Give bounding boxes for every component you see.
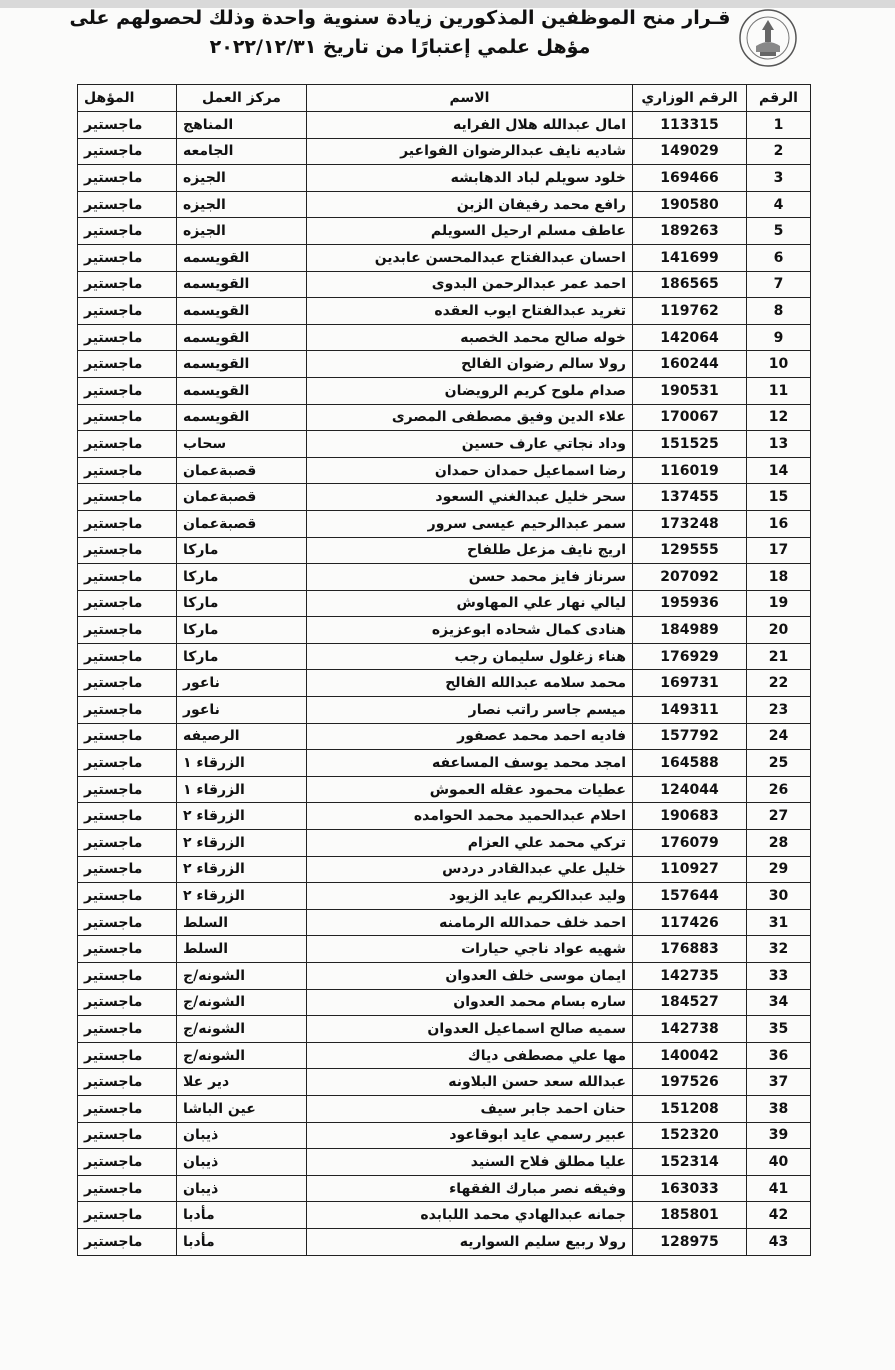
row-ministry-id: 157644 (633, 883, 747, 910)
row-qualification: ماجستير (78, 457, 177, 484)
row-ministry-id: 157792 (633, 723, 747, 750)
row-work-center: الرصيفه (177, 723, 307, 750)
row-name: رولا سالم رضوان الفالح (307, 351, 633, 378)
row-ministry-id: 142738 (633, 1016, 747, 1043)
row-name: سمر عبدالرحيم عيسى سرور (307, 510, 633, 537)
row-name: مها علي مصطفى دياك (307, 1042, 633, 1069)
table-row (78, 324, 811, 351)
row-work-center: الشونه/ج (177, 1042, 307, 1069)
row-qualification: ماجستير (78, 1069, 177, 1096)
row-work-center: قصبةعمان (177, 484, 307, 511)
table-row (78, 1095, 811, 1122)
row-number: 27 (747, 803, 811, 830)
table-row (78, 1202, 811, 1229)
row-ministry-id: 140042 (633, 1042, 747, 1069)
row-name: رضا اسماعيل حمدان حمدان (307, 457, 633, 484)
table-row (78, 883, 811, 910)
row-qualification: ماجستير (78, 830, 177, 857)
row-name: شهيه عواد ناجي حيارات (307, 936, 633, 963)
row-qualification: ماجستير (78, 750, 177, 777)
row-number: 1 (747, 112, 811, 139)
row-qualification: ماجستير (78, 883, 177, 910)
row-name: ليالي نهار علي المهاوش (307, 590, 633, 617)
row-work-center: الجيزه (177, 165, 307, 192)
row-work-center: القويسمه (177, 404, 307, 431)
row-number: 33 (747, 963, 811, 990)
table-row (78, 670, 811, 697)
row-work-center: ماركا (177, 643, 307, 670)
row-qualification: ماجستير (78, 112, 177, 139)
row-name: خلود سويلم لباد الدهابشه (307, 165, 633, 192)
row-work-center: الجيزه (177, 218, 307, 245)
table-row (78, 431, 811, 458)
table-row (78, 1149, 811, 1176)
row-work-center: القويسمه (177, 324, 307, 351)
row-name: علاء الدين وفيق مصطفى المصرى (307, 404, 633, 431)
row-qualification: ماجستير (78, 697, 177, 724)
row-ministry-id: 128975 (633, 1228, 747, 1255)
row-number: 10 (747, 351, 811, 378)
row-name: ميسم جاسر راتب نصار (307, 697, 633, 724)
row-number: 31 (747, 909, 811, 936)
row-ministry-id: 110927 (633, 856, 747, 883)
row-work-center: السلط (177, 909, 307, 936)
row-work-center: عين الباشا (177, 1095, 307, 1122)
row-work-center: القويسمه (177, 377, 307, 404)
row-number: 16 (747, 510, 811, 537)
row-qualification: ماجستير (78, 1042, 177, 1069)
row-number: 12 (747, 404, 811, 431)
row-name: عطيات محمود عقله العموش (307, 776, 633, 803)
row-name: احلام عبدالحميد محمد الحوامده (307, 803, 633, 830)
row-number: 37 (747, 1069, 811, 1096)
row-name: عبدالله سعد حسن البلاونه (307, 1069, 633, 1096)
row-work-center: ناعور (177, 697, 307, 724)
row-ministry-id: 185801 (633, 1202, 747, 1229)
row-name: حنان احمد جابر سيف (307, 1095, 633, 1122)
row-work-center: ذيبان (177, 1149, 307, 1176)
row-name: جمانه عبدالهادي محمد اللبابده (307, 1202, 633, 1229)
row-number: 34 (747, 989, 811, 1016)
row-work-center: السلط (177, 936, 307, 963)
row-number: 35 (747, 1016, 811, 1043)
row-number: 21 (747, 643, 811, 670)
row-ministry-id: 190580 (633, 191, 747, 218)
table-row (78, 564, 811, 591)
row-number: 13 (747, 431, 811, 458)
row-work-center: دير علا (177, 1069, 307, 1096)
row-name: ايمان موسى خلف العدوان (307, 963, 633, 990)
row-qualification: ماجستير (78, 1175, 177, 1202)
row-work-center: الجيزه (177, 191, 307, 218)
row-number: 20 (747, 617, 811, 644)
table-row (78, 617, 811, 644)
table-header-row (78, 85, 811, 112)
row-number: 38 (747, 1095, 811, 1122)
table-row (78, 989, 811, 1016)
table-row (78, 244, 811, 271)
row-number: 41 (747, 1175, 811, 1202)
row-ministry-id: 163033 (633, 1175, 747, 1202)
table-row (78, 750, 811, 777)
row-qualification: ماجستير (78, 191, 177, 218)
row-qualification: ماجستير (78, 510, 177, 537)
row-ministry-id: 142735 (633, 963, 747, 990)
row-work-center: الزرقاء ١ (177, 776, 307, 803)
row-name: شاديه نايف عبدالرضوان الفواعير (307, 138, 633, 165)
row-qualification: ماجستير (78, 803, 177, 830)
table-row (78, 138, 811, 165)
row-qualification: ماجستير (78, 617, 177, 644)
row-number: 17 (747, 537, 811, 564)
row-qualification: ماجستير (78, 298, 177, 325)
row-ministry-id: 124044 (633, 776, 747, 803)
row-qualification: ماجستير (78, 590, 177, 617)
table-row (78, 803, 811, 830)
row-ministry-id: 207092 (633, 564, 747, 591)
row-number: 32 (747, 936, 811, 963)
row-qualification: ماجستير (78, 936, 177, 963)
row-name: فاديه احمد محمد عصفور (307, 723, 633, 750)
table-row (78, 298, 811, 325)
row-ministry-id: 176079 (633, 830, 747, 857)
row-number: 2 (747, 138, 811, 165)
row-ministry-id: 169731 (633, 670, 747, 697)
row-name: تغريد عبدالفتاح ايوب العقده (307, 298, 633, 325)
row-work-center: القويسمه (177, 351, 307, 378)
row-qualification: ماجستير (78, 723, 177, 750)
row-ministry-id: 190683 (633, 803, 747, 830)
row-ministry-id: 129555 (633, 537, 747, 564)
table-row (78, 537, 811, 564)
row-qualification: ماجستير (78, 218, 177, 245)
table-row (78, 112, 811, 139)
row-ministry-id: 176883 (633, 936, 747, 963)
row-work-center: ذيبان (177, 1122, 307, 1149)
row-work-center: ماركا (177, 564, 307, 591)
ministry-emblem-icon (738, 8, 798, 68)
table-row (78, 1175, 811, 1202)
row-work-center: مأدبا (177, 1202, 307, 1229)
row-qualification: ماجستير (78, 165, 177, 192)
row-number: 26 (747, 776, 811, 803)
row-qualification: ماجستير (78, 271, 177, 298)
row-qualification: ماجستير (78, 404, 177, 431)
row-ministry-id: 160244 (633, 351, 747, 378)
table-row (78, 457, 811, 484)
row-number: 4 (747, 191, 811, 218)
row-work-center: سحاب (177, 431, 307, 458)
row-qualification: ماجستير (78, 776, 177, 803)
header-ministry-id: الرقم الوزاري (633, 85, 747, 112)
row-ministry-id: 186565 (633, 271, 747, 298)
row-number: 25 (747, 750, 811, 777)
row-name: اريج نايف مزعل طلفاح (307, 537, 633, 564)
row-work-center: القويسمه (177, 244, 307, 271)
table-row (78, 218, 811, 245)
table-row (78, 271, 811, 298)
row-name: عبير رسمي عايد ابوقاعود (307, 1122, 633, 1149)
row-ministry-id: 116019 (633, 457, 747, 484)
row-ministry-id: 189263 (633, 218, 747, 245)
row-work-center: الشونه/ج (177, 963, 307, 990)
row-number: 9 (747, 324, 811, 351)
row-qualification: ماجستير (78, 856, 177, 883)
row-ministry-id: 141699 (633, 244, 747, 271)
header-name: الاسم (307, 85, 633, 112)
row-ministry-id: 170067 (633, 404, 747, 431)
employees-table (77, 84, 811, 1256)
row-qualification: ماجستير (78, 1149, 177, 1176)
row-name: احسان عبدالفتاح عبدالمحسن عابدين (307, 244, 633, 271)
row-number: 43 (747, 1228, 811, 1255)
row-work-center: القويسمه (177, 298, 307, 325)
row-qualification: ماجستير (78, 963, 177, 990)
row-name: امال عبدالله هلال الفرايه (307, 112, 633, 139)
table-row (78, 1042, 811, 1069)
row-number: 22 (747, 670, 811, 697)
row-number: 42 (747, 1202, 811, 1229)
row-qualification: ماجستير (78, 1016, 177, 1043)
row-name: احمد عمر عبدالرحمن البدوى (307, 271, 633, 298)
row-ministry-id: 142064 (633, 324, 747, 351)
row-name: هناء زغلول سليمان رجب (307, 643, 633, 670)
row-work-center: الشونه/ج (177, 1016, 307, 1043)
row-number: 15 (747, 484, 811, 511)
row-qualification: ماجستير (78, 351, 177, 378)
row-qualification: ماجستير (78, 377, 177, 404)
table-row (78, 1069, 811, 1096)
row-name: عليا مطلق فلاح السنيد (307, 1149, 633, 1176)
row-work-center: ناعور (177, 670, 307, 697)
table-row (78, 590, 811, 617)
row-number: 29 (747, 856, 811, 883)
row-name: سحر خليل عبدالغني السعود (307, 484, 633, 511)
row-work-center: الزرقاء ٢ (177, 856, 307, 883)
row-ministry-id: 152320 (633, 1122, 747, 1149)
row-number: 18 (747, 564, 811, 591)
table-row (78, 484, 811, 511)
header-line-2: مؤهل علمي إعتبارًا من تاريخ ٢٠٢٢/١٢/٣١ (209, 36, 591, 58)
row-ministry-id: 152314 (633, 1149, 747, 1176)
row-ministry-id: 164588 (633, 750, 747, 777)
row-ministry-id: 151208 (633, 1095, 747, 1122)
row-work-center: ماركا (177, 590, 307, 617)
row-qualification: ماجستير (78, 138, 177, 165)
table-row (78, 723, 811, 750)
row-ministry-id: 113315 (633, 112, 747, 139)
row-name: احمد خلف حمدالله الرمامنه (307, 909, 633, 936)
row-number: 36 (747, 1042, 811, 1069)
row-number: 39 (747, 1122, 811, 1149)
header-qualification: المؤهل (78, 85, 177, 112)
row-ministry-id: 184989 (633, 617, 747, 644)
row-ministry-id: 190531 (633, 377, 747, 404)
table-row (78, 936, 811, 963)
row-qualification: ماجستير (78, 324, 177, 351)
row-work-center: الجامعه (177, 138, 307, 165)
row-work-center: الشونه/ج (177, 989, 307, 1016)
row-qualification: ماجستير (78, 431, 177, 458)
table-row (78, 856, 811, 883)
row-number: 6 (747, 244, 811, 271)
table-row (78, 1228, 811, 1255)
table-row (78, 510, 811, 537)
row-ministry-id: 173248 (633, 510, 747, 537)
row-number: 23 (747, 697, 811, 724)
row-number: 7 (747, 271, 811, 298)
row-ministry-id: 197526 (633, 1069, 747, 1096)
row-name: ساره بسام محمد العدوان (307, 989, 633, 1016)
row-ministry-id: 195936 (633, 590, 747, 617)
row-name: عاطف مسلم ارحيل السويلم (307, 218, 633, 245)
row-ministry-id: 137455 (633, 484, 747, 511)
row-ministry-id: 117426 (633, 909, 747, 936)
row-work-center: الزرقاء ٢ (177, 830, 307, 857)
row-name: خليل علي عبدالقادر دردس (307, 856, 633, 883)
table-row (78, 351, 811, 378)
row-name: هنادى كمال شحاده ابوعزيزه (307, 617, 633, 644)
row-work-center: القويسمه (177, 271, 307, 298)
header-number: الرقم (747, 85, 811, 112)
row-name: وفيقه نصر مبارك الفقهاء (307, 1175, 633, 1202)
table-row (78, 697, 811, 724)
table-row (78, 963, 811, 990)
row-work-center: قصبةعمان (177, 457, 307, 484)
row-name: تركي محمد علي العزام (307, 830, 633, 857)
row-number: 40 (747, 1149, 811, 1176)
row-work-center: الزرقاء ٢ (177, 803, 307, 830)
row-ministry-id: 184527 (633, 989, 747, 1016)
row-ministry-id: 176929 (633, 643, 747, 670)
row-name: سرناز فايز محمد حسن (307, 564, 633, 591)
row-name: امجد محمد يوسف المساعفه (307, 750, 633, 777)
row-number: 3 (747, 165, 811, 192)
table-row (78, 1122, 811, 1149)
row-name: رولا ربيع سليم السواريه (307, 1228, 633, 1255)
row-number: 30 (747, 883, 811, 910)
row-name: رافع محمد رفيفان الزبن (307, 191, 633, 218)
row-number: 14 (747, 457, 811, 484)
table-row (78, 377, 811, 404)
row-name: وليد عبدالكريم عايد الزيود (307, 883, 633, 910)
row-work-center: الزرقاء ٢ (177, 883, 307, 910)
row-work-center: مأدبا (177, 1228, 307, 1255)
header-line-1: قـرار منح الموظفين المذكورين زيادة سنوية واحدة وذلك لحصولهم على (69, 7, 731, 29)
row-name: وداد نجاتي عارف حسين (307, 431, 633, 458)
row-qualification: ماجستير (78, 1122, 177, 1149)
table-row (78, 909, 811, 936)
header-work-center: مركز العمل (177, 85, 307, 112)
row-qualification: ماجستير (78, 1095, 177, 1122)
table-row (78, 643, 811, 670)
row-qualification: ماجستير (78, 244, 177, 271)
row-qualification: ماجستير (78, 1228, 177, 1255)
row-number: 11 (747, 377, 811, 404)
row-qualification: ماجستير (78, 670, 177, 697)
row-work-center: المناهج (177, 112, 307, 139)
row-name: خوله صالح محمد الخصبه (307, 324, 633, 351)
table-row (78, 191, 811, 218)
table-row (78, 404, 811, 431)
row-qualification: ماجستير (78, 989, 177, 1016)
document-header (60, 6, 740, 62)
table-row (78, 1016, 811, 1043)
row-qualification: ماجستير (78, 643, 177, 670)
row-work-center: ماركا (177, 537, 307, 564)
row-name: سميه صالح اسماعيل العدوان (307, 1016, 633, 1043)
row-work-center: ماركا (177, 617, 307, 644)
row-qualification: ماجستير (78, 564, 177, 591)
row-work-center: الزرقاء ١ (177, 750, 307, 777)
row-number: 24 (747, 723, 811, 750)
row-number: 8 (747, 298, 811, 325)
row-work-center: قصبةعمان (177, 510, 307, 537)
row-qualification: ماجستير (78, 484, 177, 511)
row-ministry-id: 149029 (633, 138, 747, 165)
table-row (78, 776, 811, 803)
row-name: صدام ملوح كريم الرويضان (307, 377, 633, 404)
row-ministry-id: 149311 (633, 697, 747, 724)
row-ministry-id: 169466 (633, 165, 747, 192)
row-ministry-id: 119762 (633, 298, 747, 325)
row-ministry-id: 151525 (633, 431, 747, 458)
table-row (78, 165, 811, 192)
row-qualification: ماجستير (78, 1202, 177, 1229)
row-qualification: ماجستير (78, 537, 177, 564)
row-number: 19 (747, 590, 811, 617)
row-name: محمد سلامه عبدالله الفالح (307, 670, 633, 697)
row-work-center: ذيبان (177, 1175, 307, 1202)
row-number: 28 (747, 830, 811, 857)
row-qualification: ماجستير (78, 909, 177, 936)
row-number: 5 (747, 218, 811, 245)
table-row (78, 830, 811, 857)
